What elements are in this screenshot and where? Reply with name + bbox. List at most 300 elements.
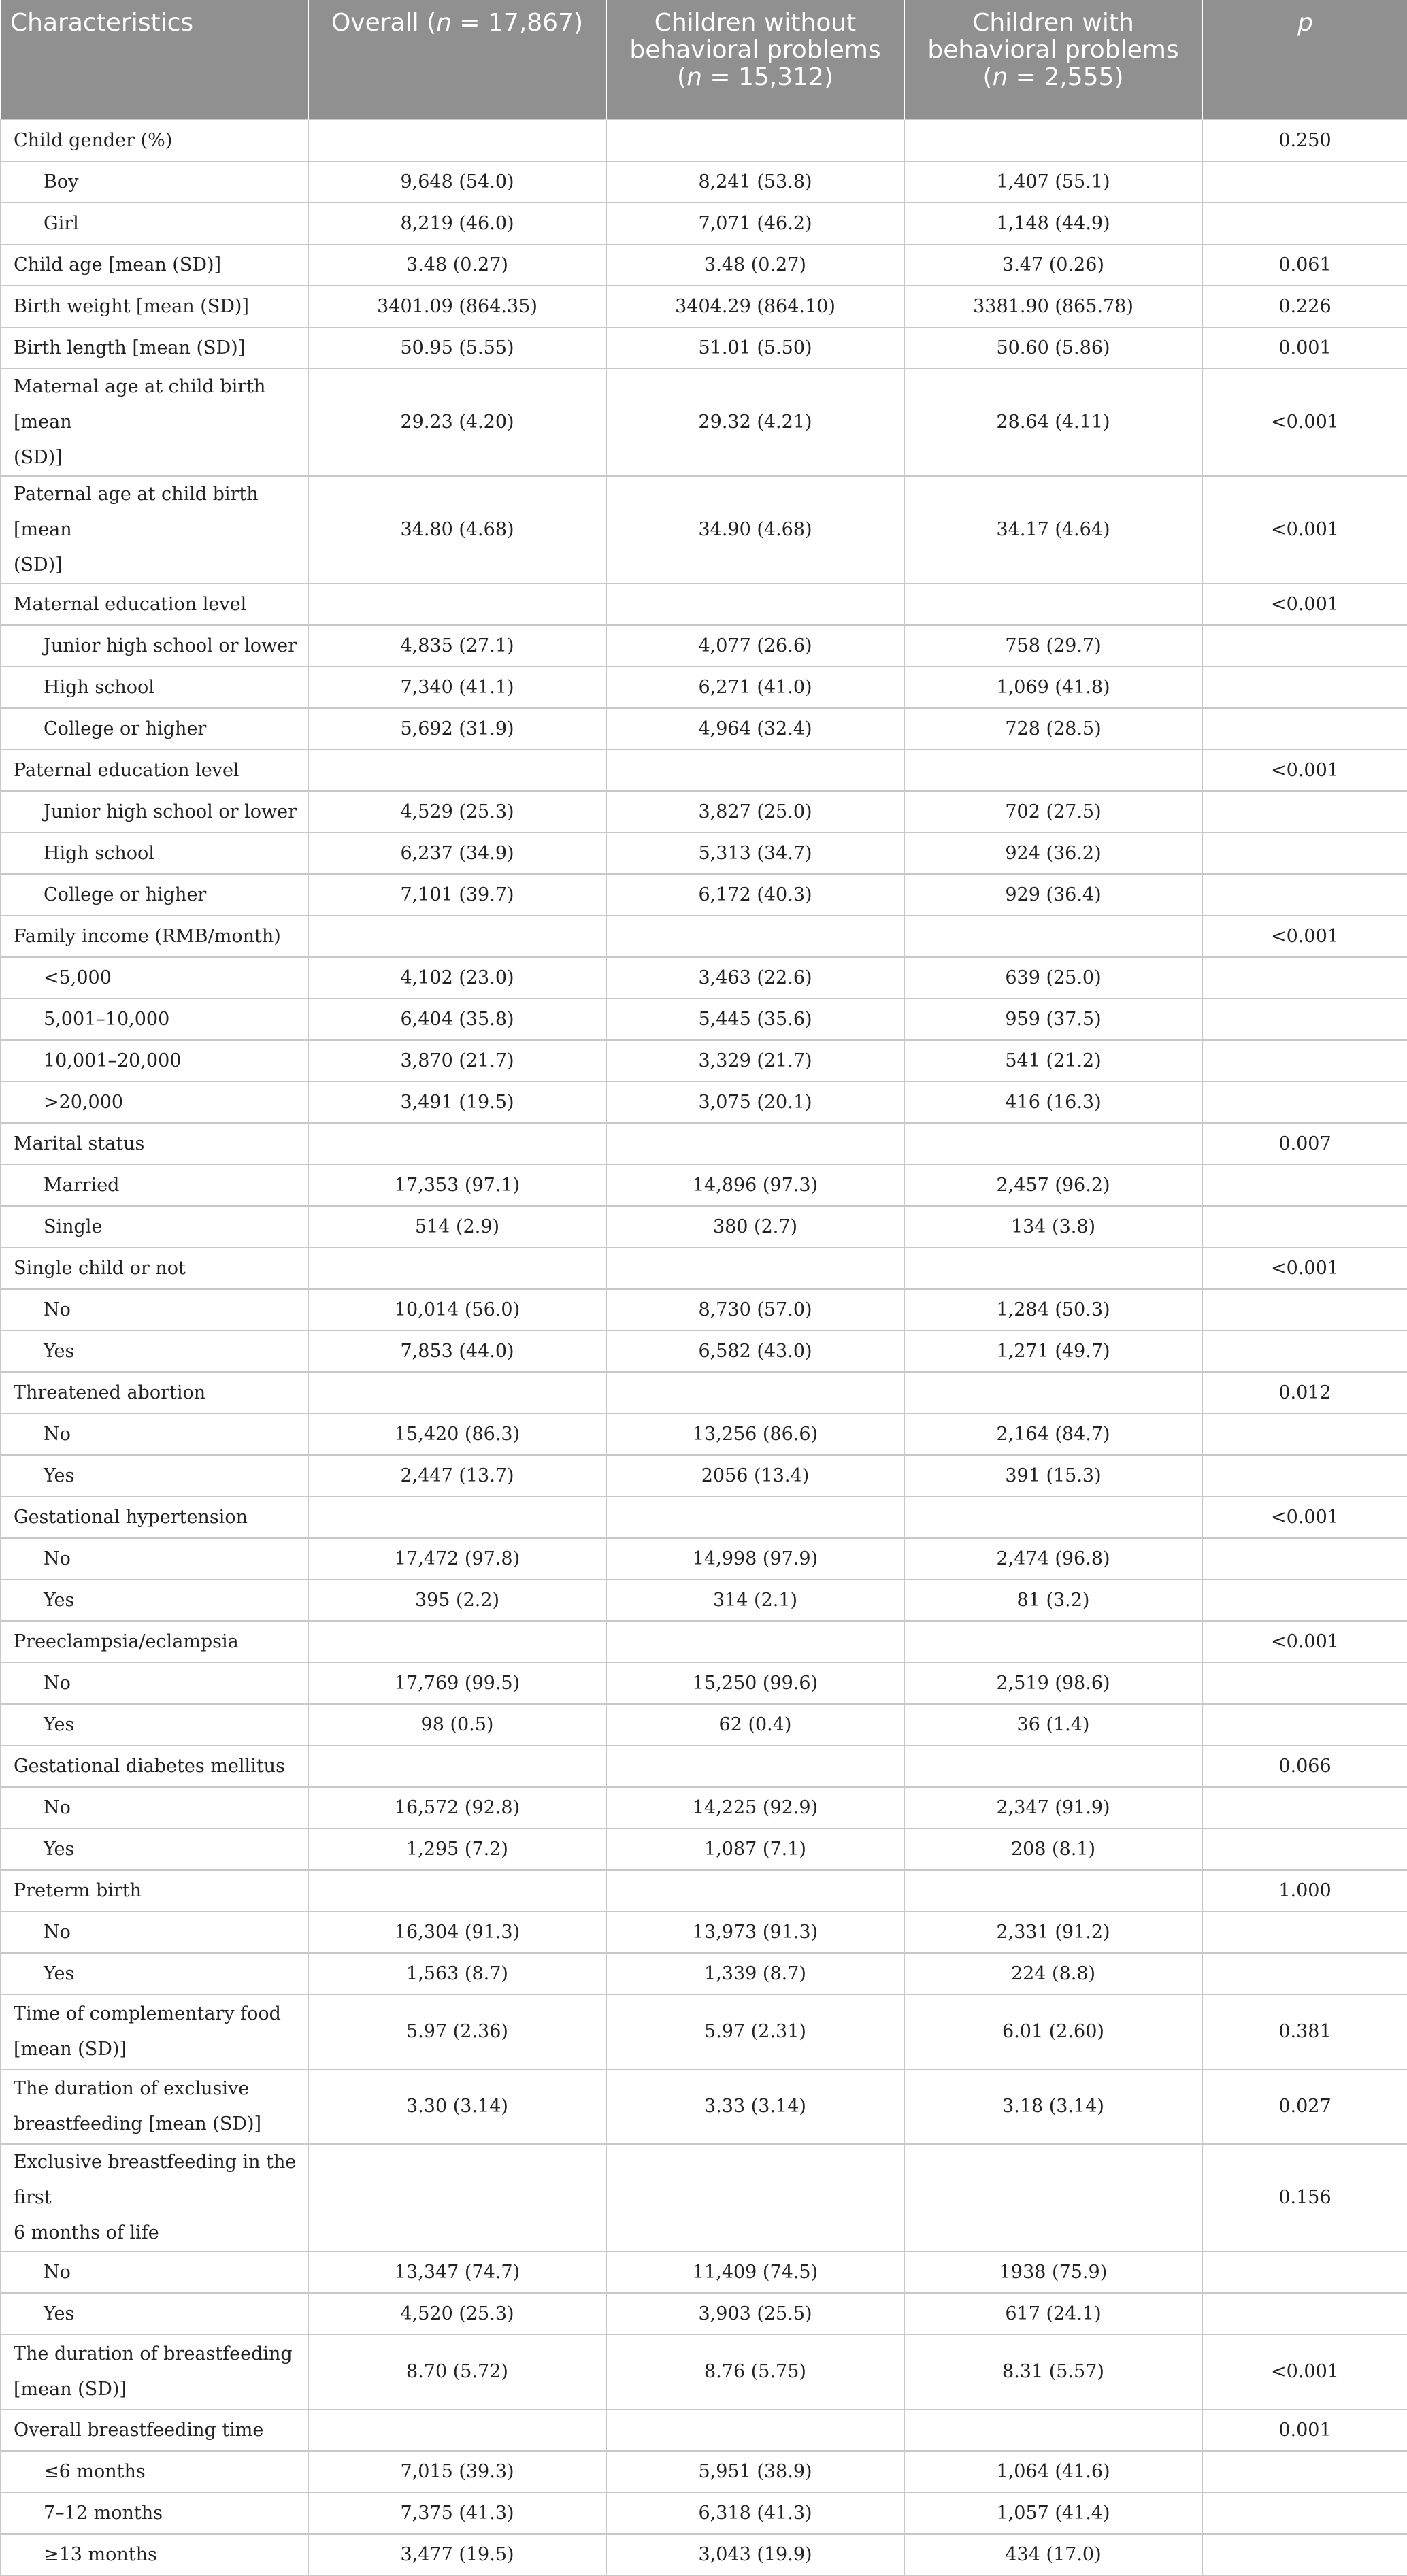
cell-p-value <box>1202 161 1407 203</box>
cell-overall <box>308 244 606 286</box>
cell-overall <box>308 1994 606 2069</box>
cell-with-problems-text: 416 (16.3) <box>1005 1091 1102 1113</box>
cell-characteristic <box>1 625 308 667</box>
cell-p-value <box>1202 1165 1407 1206</box>
cell-p-value <box>1202 369 1407 476</box>
cell-p-value-text: <0.001 <box>1271 1257 1339 1279</box>
cell-characteristic <box>1 2492 308 2534</box>
cell-without-problems-text: 3,827 (25.0) <box>698 801 812 822</box>
cell-overall <box>308 2335 606 2409</box>
cell-p-value <box>1202 2293 1407 2335</box>
cell-with-problems-text: 1,284 (50.3) <box>996 1299 1110 1320</box>
cell-overall <box>308 369 606 476</box>
cell-overall-text: 2,447 (13.7) <box>400 1465 514 1486</box>
cell-characteristic-text: Maternal education level <box>14 593 247 615</box>
cell-characteristic-text: Threatened abortion <box>14 1382 206 1403</box>
cell-without-problems-text: 4,964 (32.4) <box>698 718 812 739</box>
cell-overall <box>308 916 606 957</box>
cell-without-problems <box>606 2409 904 2451</box>
cell-p-value-text: 0.156 <box>1278 2187 1331 2208</box>
cell-without-problems-text: 6,172 (40.3) <box>698 884 812 905</box>
table-row <box>1 1828 1407 1870</box>
cell-overall <box>308 1704 606 1745</box>
cell-characteristic-text: Birth weight [mean (SD)] <box>14 295 249 317</box>
cell-characteristic-text-line2: (SD)] <box>14 447 63 468</box>
cell-with-problems <box>904 1994 1202 2069</box>
cell-overall <box>308 2534 606 2575</box>
cell-characteristic <box>1 1165 308 1206</box>
cell-without-problems-text: 5.97 (2.31) <box>704 2021 806 2042</box>
cell-overall-text: 13,347 (74.7) <box>394 2261 520 2283</box>
cell-characteristic-text: Single <box>44 1216 103 1237</box>
cell-without-problems-text: 380 (2.7) <box>712 1216 798 1237</box>
cell-p-value-text: 0.001 <box>1278 337 1331 358</box>
cell-p-value-text: <0.001 <box>1271 759 1339 781</box>
cell-characteristic <box>1 1994 308 2069</box>
table-row <box>1 791 1407 833</box>
cell-with-problems <box>904 2451 1202 2492</box>
cell-without-problems-text: 8.76 (5.75) <box>704 2361 806 2382</box>
cell-without-problems-text: 15,250 (99.6) <box>692 1672 818 1694</box>
cell-characteristic-text: Yes <box>44 1340 75 1362</box>
cell-without-problems <box>606 161 904 203</box>
cell-p-value <box>1202 1372 1407 1414</box>
cell-overall-text: 17,769 (99.5) <box>394 1672 520 1694</box>
cell-characteristic-text: Paternal age at child birth [mean <box>14 484 259 540</box>
cell-p-value <box>1202 2144 1407 2252</box>
table-row <box>1 2451 1407 2492</box>
cell-overall-text: 3,477 (19.5) <box>400 2543 514 2565</box>
cell-characteristic <box>1 1662 308 1704</box>
table-row <box>1 667 1407 708</box>
cell-with-problems-text: 391 (15.3) <box>1005 1465 1102 1486</box>
cell-characteristic-text: Child age [mean (SD)] <box>14 254 222 275</box>
cell-without-problems-text: 14,225 (92.9) <box>692 1796 818 1818</box>
cell-without-problems <box>606 1828 904 1870</box>
cell-characteristic <box>1 1953 308 1994</box>
cell-with-problems <box>904 1248 1202 1289</box>
cell-without-problems <box>606 1870 904 1911</box>
cell-characteristic-text: No <box>44 1548 71 1569</box>
cell-without-problems-text: 7,071 (46.2) <box>698 212 812 234</box>
cell-characteristic-text-line2: (SD)] <box>14 554 63 575</box>
cell-overall-text: 16,304 (91.3) <box>394 1921 520 1943</box>
cell-with-problems <box>904 916 1202 957</box>
cell-without-problems-text: 13,256 (86.6) <box>692 1423 818 1445</box>
table-row <box>1 1082 1407 1123</box>
cell-overall-text: 1,295 (7.2) <box>406 1838 508 1860</box>
cell-characteristic <box>1 244 308 286</box>
cell-without-problems <box>606 1496 904 1538</box>
cell-characteristic-text: Time of complementary food <box>14 2003 281 2024</box>
cell-p-value <box>1202 476 1407 584</box>
cell-characteristic-text: No <box>44 1672 71 1694</box>
cell-characteristic-text: Boy <box>44 171 79 193</box>
cell-with-problems <box>904 2144 1202 2252</box>
cell-without-problems <box>606 1289 904 1331</box>
cell-characteristic <box>1 2144 308 2252</box>
cell-overall-text: 7,340 (41.1) <box>400 676 514 698</box>
cell-p-value <box>1202 1496 1407 1538</box>
cell-without-problems <box>606 2252 904 2293</box>
table-row <box>1 2534 1407 2575</box>
cell-p-value <box>1202 1040 1407 1082</box>
cell-with-problems-text: 2,519 (98.6) <box>996 1672 1110 1694</box>
cell-with-problems <box>904 2492 1202 2534</box>
table-row <box>1 2144 1407 2252</box>
cell-with-problems <box>904 833 1202 874</box>
cell-characteristic-text: College or higher <box>44 884 207 905</box>
cell-without-problems-text: 3.48 (0.27) <box>704 254 806 275</box>
cell-without-problems <box>606 286 904 327</box>
cell-overall-text: 98 (0.5) <box>420 1713 494 1735</box>
cell-with-problems <box>904 1123 1202 1165</box>
cell-p-value <box>1202 1538 1407 1579</box>
table-row <box>1 1579 1407 1621</box>
cell-characteristic <box>1 1040 308 1082</box>
cell-characteristic <box>1 2451 308 2492</box>
table-row <box>1 833 1407 874</box>
cell-p-value <box>1202 667 1407 708</box>
cell-with-problems <box>904 874 1202 916</box>
cell-characteristic <box>1 584 308 625</box>
cell-with-problems-text: 1,064 (41.6) <box>996 2460 1110 2482</box>
cell-with-problems-text: 1,069 (41.8) <box>996 676 1110 698</box>
cell-without-problems-text: 62 (0.4) <box>718 1713 792 1735</box>
cell-with-problems-text: 3.18 (3.14) <box>1002 2096 1104 2117</box>
header-characteristics: Characteristics <box>1 0 308 120</box>
cell-with-problems-text: 1,407 (55.1) <box>996 171 1110 193</box>
cell-without-problems <box>606 584 904 625</box>
cell-characteristic <box>1 1870 308 1911</box>
cell-with-problems <box>904 2252 1202 2293</box>
table-row <box>1 1953 1407 1994</box>
cell-with-problems-text: 34.17 (4.64) <box>996 519 1110 540</box>
cell-characteristic <box>1 2293 308 2335</box>
cell-with-problems-text: 1,057 (41.4) <box>996 2502 1110 2524</box>
cell-without-problems <box>606 1787 904 1828</box>
cell-p-value <box>1202 957 1407 999</box>
cell-with-problems-text: 2,457 (96.2) <box>996 1174 1110 1196</box>
cell-characteristic <box>1 476 308 584</box>
cell-characteristic-text: High school <box>44 842 154 864</box>
table-row <box>1 584 1407 625</box>
cell-overall <box>308 791 606 833</box>
cell-with-problems <box>904 1040 1202 1082</box>
cell-overall <box>308 2492 606 2534</box>
cell-with-problems <box>904 1579 1202 1621</box>
cell-characteristic <box>1 1538 308 1579</box>
cell-overall-text: 3.30 (3.14) <box>406 2096 508 2117</box>
table-row <box>1 957 1407 999</box>
cell-characteristic <box>1 916 308 957</box>
table-row <box>1 2335 1407 2409</box>
cell-characteristic-text: Yes <box>44 1713 75 1735</box>
cell-with-problems-text: 702 (27.5) <box>1005 801 1102 822</box>
cell-characteristic <box>1 708 308 750</box>
cell-characteristic <box>1 369 308 476</box>
cell-without-problems-text: 6,271 (41.0) <box>698 676 812 698</box>
cell-overall <box>308 957 606 999</box>
cell-overall-text: 7,015 (39.3) <box>400 2460 514 2482</box>
cell-overall <box>308 1082 606 1123</box>
cell-overall <box>308 708 606 750</box>
cell-without-problems <box>606 1704 904 1745</box>
cell-p-value <box>1202 203 1407 244</box>
table-row <box>1 1911 1407 1953</box>
cell-with-problems <box>904 327 1202 369</box>
cell-overall-text: 5.97 (2.36) <box>406 2021 508 2042</box>
cell-overall-text: 7,101 (39.7) <box>400 884 514 905</box>
cell-characteristic-text: 7–12 months <box>44 2502 163 2524</box>
cell-without-problems <box>606 1455 904 1496</box>
cell-characteristic-text: Overall breastfeeding time <box>14 2419 264 2441</box>
cell-with-problems <box>904 244 1202 286</box>
cell-without-problems-text: 1,339 (8.7) <box>704 1962 806 1984</box>
cell-overall-text: 1,563 (8.7) <box>406 1962 508 1984</box>
cell-with-problems-text: 134 (3.8) <box>1010 1216 1096 1237</box>
cell-without-problems <box>606 1331 904 1372</box>
cell-overall <box>308 1248 606 1289</box>
cell-characteristic <box>1 1496 308 1538</box>
cell-p-value <box>1202 2335 1407 2409</box>
cell-p-value <box>1202 1911 1407 1953</box>
cell-with-problems <box>904 957 1202 999</box>
table-row <box>1 2252 1407 2293</box>
cell-characteristic <box>1 1787 308 1828</box>
cell-characteristic-text: Preterm birth <box>14 1879 142 1901</box>
cell-p-value <box>1202 625 1407 667</box>
cell-p-value <box>1202 1331 1407 1372</box>
cell-overall <box>308 1331 606 1372</box>
cell-without-problems <box>606 2451 904 2492</box>
cell-p-value <box>1202 244 1407 286</box>
table-row <box>1 327 1407 369</box>
table-row <box>1 1621 1407 1662</box>
cell-with-problems <box>904 203 1202 244</box>
cell-without-problems <box>606 1579 904 1621</box>
cell-without-problems <box>606 2492 904 2534</box>
cell-p-value <box>1202 999 1407 1040</box>
cell-overall <box>308 1123 606 1165</box>
cell-overall-text: 7,375 (41.3) <box>400 2502 514 2524</box>
cell-overall <box>308 1414 606 1455</box>
cell-characteristic <box>1 750 308 791</box>
cell-without-problems <box>606 120 904 161</box>
cell-p-value <box>1202 874 1407 916</box>
cell-characteristic-text: Yes <box>44 1589 75 1611</box>
cell-characteristic-text: Maternal age at child birth [mean <box>14 376 266 433</box>
cell-overall-text: 4,835 (27.1) <box>400 635 514 656</box>
cell-with-problems-text: 28.64 (4.11) <box>996 412 1110 433</box>
cell-characteristic-text: Gestational diabetes mellitus <box>14 1755 285 1777</box>
table-row <box>1 625 1407 667</box>
cell-p-value-text: 0.066 <box>1278 1755 1331 1777</box>
cell-p-value-text: <0.001 <box>1271 1506 1339 1528</box>
cell-with-problems <box>904 1165 1202 1206</box>
cell-with-problems-text: 8.31 (5.57) <box>1002 2361 1104 2382</box>
table-row <box>1 1745 1407 1787</box>
cell-overall-text: 50.95 (5.55) <box>400 337 514 358</box>
cell-overall <box>308 2409 606 2451</box>
cell-p-value-text: <0.001 <box>1271 1630 1339 1652</box>
cell-p-value-text: 0.226 <box>1278 295 1331 317</box>
cell-with-problems <box>904 625 1202 667</box>
cell-characteristic-text: ≤6 months <box>44 2460 146 2482</box>
cell-without-problems-text: 8,730 (57.0) <box>698 1299 812 1320</box>
cell-p-value <box>1202 1662 1407 1704</box>
cell-without-problems-text: 3.33 (3.14) <box>704 2096 806 2117</box>
cell-overall-text: 6,404 (35.8) <box>400 1008 514 1030</box>
cell-characteristic-text: No <box>44 1796 71 1818</box>
cell-with-problems-text: 81 (3.2) <box>1016 1589 1090 1611</box>
cell-with-problems <box>904 791 1202 833</box>
cell-without-problems-text: 14,896 (97.3) <box>692 1174 818 1196</box>
cell-without-problems <box>606 2144 904 2252</box>
cell-without-problems-text: 5,313 (34.7) <box>698 842 812 864</box>
cell-without-problems <box>606 1165 904 1206</box>
cell-without-problems <box>606 625 904 667</box>
cell-with-problems <box>904 2409 1202 2451</box>
cell-overall <box>308 667 606 708</box>
cell-p-value-text: 1.000 <box>1278 1879 1331 1901</box>
cell-overall <box>308 1870 606 1911</box>
cell-overall-text: 3.48 (0.27) <box>406 254 508 275</box>
cell-overall-text: 17,472 (97.8) <box>394 1548 520 1569</box>
cell-overall <box>308 327 606 369</box>
cell-with-problems <box>904 1372 1202 1414</box>
table-row <box>1 1870 1407 1911</box>
cell-without-problems-text: 5,445 (35.6) <box>698 1008 812 1030</box>
cell-without-problems-text: 4,077 (26.6) <box>698 635 812 656</box>
cell-characteristic-text: Birth length [mean (SD)] <box>14 337 246 358</box>
cell-overall-text: 3401.09 (864.35) <box>377 295 537 317</box>
cell-p-value <box>1202 1704 1407 1745</box>
cell-without-problems <box>606 667 904 708</box>
cell-without-problems <box>606 1414 904 1455</box>
cell-p-value-text: 0.061 <box>1278 254 1331 275</box>
cell-characteristic <box>1 874 308 916</box>
cell-p-value <box>1202 1745 1407 1787</box>
cell-p-value-text: <0.001 <box>1271 925 1339 947</box>
cell-overall-text: 16,572 (92.8) <box>394 1796 520 1818</box>
cell-p-value-text: 0.250 <box>1278 129 1331 151</box>
cell-p-value <box>1202 1455 1407 1496</box>
table-row <box>1 1165 1407 1206</box>
cell-p-value <box>1202 2409 1407 2451</box>
cell-without-problems <box>606 999 904 1040</box>
header-row <box>1 0 1407 120</box>
cell-without-problems <box>606 916 904 957</box>
table-row <box>1 120 1407 161</box>
cell-overall-text: 29.23 (4.20) <box>400 412 514 433</box>
cell-with-problems <box>904 750 1202 791</box>
cell-with-problems-text: 2,164 (84.7) <box>996 1423 1110 1445</box>
cell-with-problems <box>904 1662 1202 1704</box>
cell-p-value <box>1202 2069 1407 2144</box>
cell-p-value <box>1202 1621 1407 1662</box>
cell-overall <box>308 1828 606 1870</box>
cell-overall <box>308 1372 606 1414</box>
cell-characteristic <box>1 2335 308 2409</box>
cell-overall-text: 15,420 (86.3) <box>394 1423 520 1445</box>
cell-overall-text: 3,870 (21.7) <box>400 1050 514 1071</box>
cell-characteristic-text: College or higher <box>44 718 207 739</box>
cell-with-problems <box>904 584 1202 625</box>
cell-with-problems-text: 2,331 (91.2) <box>996 1921 1110 1943</box>
cell-characteristic <box>1 2069 308 2144</box>
cell-characteristic-text: Preeclampsia/eclampsia <box>14 1630 239 1652</box>
cell-without-problems-text: 6,318 (41.3) <box>698 2502 812 2524</box>
cell-without-problems <box>606 2069 904 2144</box>
cell-overall <box>308 120 606 161</box>
table-row <box>1 1704 1407 1745</box>
cell-overall <box>308 750 606 791</box>
cell-without-problems-text: 3,903 (25.5) <box>698 2303 812 2324</box>
cell-without-problems <box>606 750 904 791</box>
cell-without-problems <box>606 369 904 476</box>
cell-without-problems-text: 1,087 (7.1) <box>704 1838 806 1860</box>
cell-without-problems <box>606 203 904 244</box>
cell-characteristic <box>1 667 308 708</box>
cell-without-problems <box>606 1248 904 1289</box>
cell-overall <box>308 1745 606 1787</box>
cell-p-value <box>1202 1206 1407 1248</box>
cell-with-problems <box>904 1331 1202 1372</box>
cell-overall-text: 8,219 (46.0) <box>400 212 514 234</box>
table-row <box>1 1414 1407 1455</box>
cell-p-value <box>1202 120 1407 161</box>
cell-characteristic <box>1 1745 308 1787</box>
cell-overall <box>308 1040 606 1082</box>
cell-overall-text: 8.70 (5.72) <box>406 2361 508 2382</box>
cell-overall <box>308 1538 606 1579</box>
cell-overall <box>308 203 606 244</box>
cell-with-problems <box>904 1455 1202 1496</box>
cell-characteristic <box>1 957 308 999</box>
cell-p-value <box>1202 708 1407 750</box>
cell-characteristic-text: Girl <box>44 212 79 234</box>
table-row <box>1 750 1407 791</box>
cell-without-problems <box>606 1123 904 1165</box>
cell-characteristic <box>1 2534 308 2575</box>
cell-with-problems <box>904 1621 1202 1662</box>
cell-without-problems <box>606 1662 904 1704</box>
cell-with-problems <box>904 2069 1202 2144</box>
cell-characteristic-text: Gestational hypertension <box>14 1506 248 1528</box>
cell-p-value <box>1202 1579 1407 1621</box>
cell-characteristic-text-line2: [mean (SD)] <box>14 2379 127 2400</box>
cell-with-problems-text: 3.47 (0.26) <box>1002 254 1104 275</box>
table-row <box>1 1662 1407 1704</box>
cell-without-problems <box>606 1538 904 1579</box>
cell-without-problems <box>606 2335 904 2409</box>
cell-with-problems <box>904 1082 1202 1123</box>
cell-overall <box>308 1953 606 1994</box>
cell-without-problems <box>606 1911 904 1953</box>
cell-characteristic-text: ≥13 months <box>44 2543 157 2565</box>
cell-with-problems <box>904 1704 1202 1745</box>
table-row <box>1 1787 1407 1828</box>
cell-p-value <box>1202 833 1407 874</box>
table-row <box>1 1455 1407 1496</box>
cell-overall <box>308 1579 606 1621</box>
cell-with-problems-text: 758 (29.7) <box>1005 635 1102 656</box>
cell-overall <box>308 874 606 916</box>
cell-with-problems-text: 1,148 (44.9) <box>996 212 1110 234</box>
table-row <box>1 286 1407 327</box>
cell-with-problems <box>904 1206 1202 1248</box>
